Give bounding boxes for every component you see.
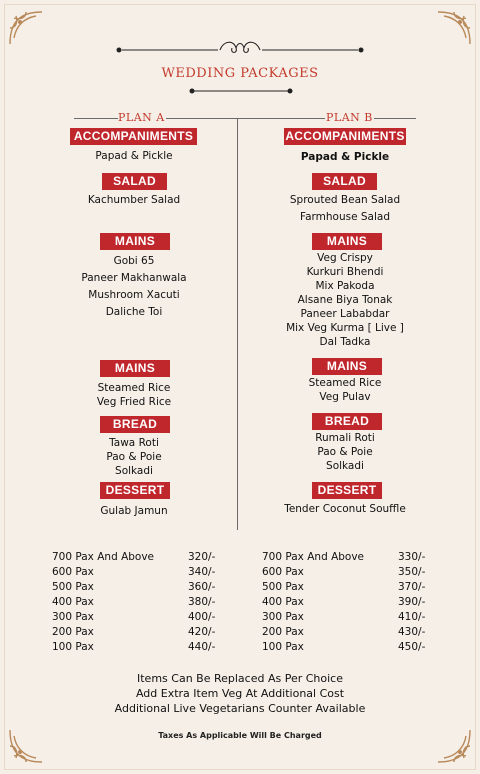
price-pax: 300 Pax (52, 611, 94, 623)
plan-b-menu-item: Rumali Roti (315, 432, 375, 444)
plan-b-menu-item: Veg Crispy (317, 252, 373, 264)
plan-b-dessert-heading: DESSERT (312, 482, 382, 499)
plan-a-menu-item: Gulab Jamun (100, 505, 168, 517)
price-pax: 200 Pax (52, 626, 94, 638)
plan-b-menu-item: Alsane Biya Tonak (297, 294, 393, 306)
plan-b-rule-left (237, 118, 325, 119)
price-pax: 700 Pax And Above (262, 551, 365, 563)
plan-b-bread-heading: BREAD (312, 413, 382, 430)
plan-a-menu-item: Paneer Makhanwala (81, 272, 187, 284)
plan-a-dessert-heading: DESSERT (100, 482, 170, 499)
page-title: WEDDING PACKAGES (161, 66, 319, 81)
plan-a-menu-item: Steamed Rice (97, 382, 171, 394)
price-pax: 500 Pax (52, 581, 94, 593)
plan-a-rule-right (166, 118, 237, 119)
plan-b-menu-item: Sprouted Bean Salad (289, 194, 401, 206)
price-amount: 340/- (188, 566, 216, 578)
plan-b-menu-item: Tender Coconut Souffle (284, 503, 406, 515)
plan-a-menu-item: Veg Fried Rice (96, 396, 172, 408)
plan-a-menu-item: Tawa Roti (109, 437, 159, 449)
plan-b-menu-item: Veg Pulav (319, 391, 371, 403)
corner-flourish-icon (6, 8, 46, 48)
note-line: Add Extra Item Veg At Additional Cost (135, 687, 345, 700)
price-amount: 360/- (188, 581, 216, 593)
plan-b-menu-item: Mix Veg Kurma [ Live ] (286, 322, 404, 334)
plan-b-menu-item: Dal Tadka (319, 336, 371, 348)
plan-a-bread-heading: BREAD (100, 416, 170, 433)
plan-b-label: PLAN B (326, 111, 373, 124)
header-scroll-ornament-icon (114, 38, 366, 60)
plan-b-accompaniments-heading: ACCOMPANIMENTS (285, 129, 405, 143)
price-pax: 700 Pax And Above (52, 551, 155, 563)
price-amount: 320/- (188, 551, 216, 563)
tax-note: Taxes As Applicable Will Be Charged (158, 731, 322, 740)
plan-a-menu-item: Papad & Pickle (95, 150, 173, 162)
plan-b-menu-item: Steamed Rice (308, 377, 382, 389)
price-pax: 200 Pax (262, 626, 304, 638)
price-pax: 400 Pax (52, 596, 94, 608)
price-pax: 100 Pax (52, 641, 94, 653)
price-amount: 420/- (188, 626, 216, 638)
price-pax: 600 Pax (52, 566, 94, 578)
price-amount: 330/- (398, 551, 426, 563)
plan-a-menu-item: Solkadi (115, 465, 153, 477)
plan-b-rule-right (374, 118, 416, 119)
plan-a-label: PLAN A (118, 111, 165, 124)
plan-a-menu-item: Pao & Poie (106, 451, 162, 463)
plan-a-menu-item: Mushroom Xacuti (88, 289, 180, 301)
header-divider-icon (188, 86, 294, 96)
price-amount: 350/- (398, 566, 426, 578)
plan-a-mains-heading: MAINS (100, 360, 170, 377)
corner-flourish-icon (434, 8, 474, 48)
plan-a-menu-item: Kachumber Salad (87, 194, 181, 206)
plan-b-menu-item: Farmhouse Salad (300, 211, 390, 223)
note-line: Items Can Be Replaced As Per Choice (137, 672, 343, 685)
price-amount: 390/- (398, 596, 426, 608)
plan-a-rule-left (74, 118, 118, 119)
plan-b-menu-item: Papad & Pickle (300, 151, 390, 163)
plan-b-menu-item: Pao & Poie (317, 446, 373, 458)
price-amount: 410/- (398, 611, 426, 623)
price-pax: 600 Pax (262, 566, 304, 578)
price-pax: 100 Pax (262, 641, 304, 653)
plan-a-salad-heading: SALAD (102, 173, 167, 190)
price-pax: 500 Pax (262, 581, 304, 593)
plan-b-menu-item: Solkadi (326, 460, 364, 472)
column-divider (237, 118, 238, 530)
plan-b-salad-heading: SALAD (312, 173, 377, 190)
price-amount: 400/- (188, 611, 216, 623)
plan-a-mains-heading: MAINS (100, 233, 170, 250)
price-amount: 370/- (398, 581, 426, 593)
plan-b-mains-heading: MAINS (312, 358, 382, 375)
price-amount: 430/- (398, 626, 426, 638)
price-amount: 450/- (398, 641, 426, 653)
note-line: Additional Live Vegetarians Counter Available (114, 702, 366, 715)
price-amount: 380/- (188, 596, 216, 608)
plan-a-menu-item: Daliche Toi (105, 306, 163, 318)
plan-b-menu-item: Kurkuri Bhendi (306, 266, 384, 278)
plan-b-menu-item: Paneer Lababdar (300, 308, 390, 320)
price-pax: 300 Pax (262, 611, 304, 623)
plan-b-menu-item: Mix Pakoda (315, 280, 375, 292)
plan-a-menu-item: Gobi 65 (113, 255, 155, 267)
plan-a-accompaniments-heading: ACCOMPANIMENTS (70, 128, 197, 145)
price-pax: 400 Pax (262, 596, 304, 608)
price-amount: 440/- (188, 641, 216, 653)
plan-b-mains-heading: MAINS (312, 233, 382, 250)
